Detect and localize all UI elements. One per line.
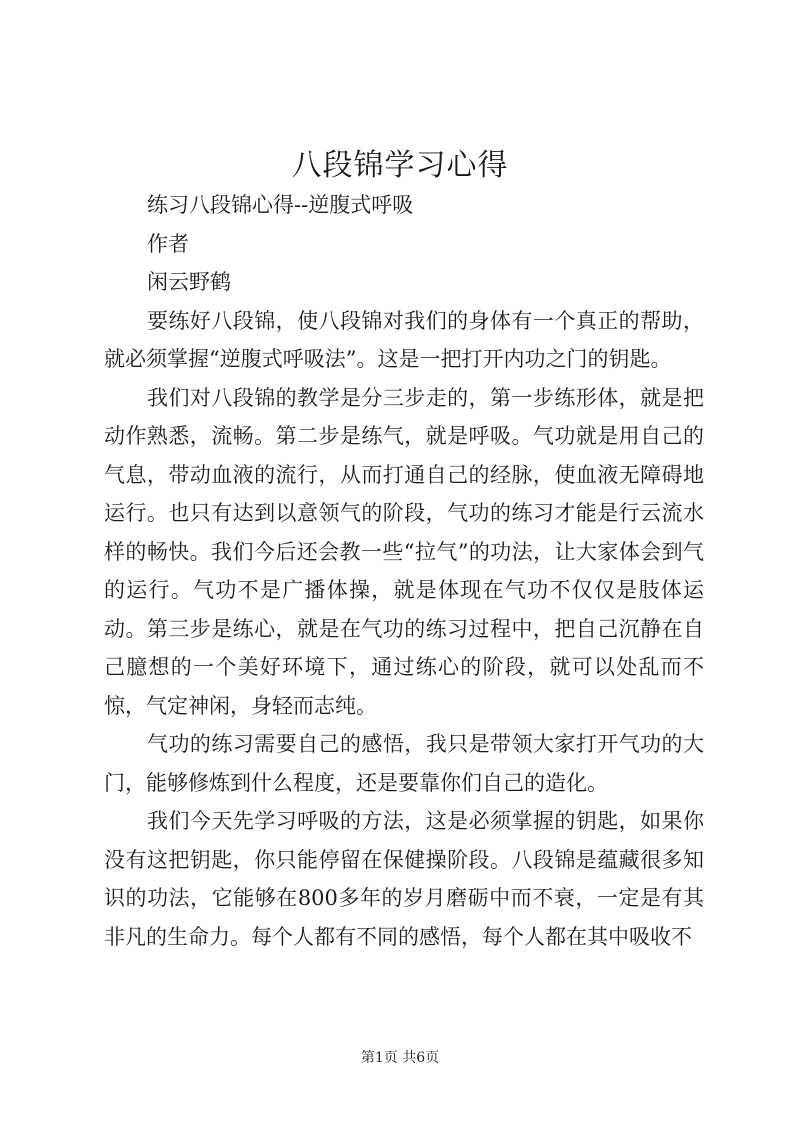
body-paragraph: 我们今天先学习呼吸的方法，这是必须掌握的钥匙，如果你没有这把钥匙，你只能停留在保健操阶段。八段锦是蕴藏很多知识的功法，它能够在800多年的岁月磨砺中而不衰，一定是有其非凡的生命力。每个人都有不同的感悟，每个人都在其中吸收不 [104,809,704,949]
body-paragraph: 气功的练习需要自己的感悟，我只是带领大家打开气功的大门，能够修炼到什么程度，还是要靠你们自己的造化。 [104,732,704,795]
body-paragraph: 要练好八段锦，使八段锦对我们的身体有一个真正的帮助，就必须掌握“逆腹式呼吸法”。这是一把打开内功之门的钥匙。 [104,308,704,371]
subtitle-paragraph: 练习八段锦心得--逆腹式呼吸 [147,193,414,217]
body-paragraph: 我们对八段锦的教学是分三步走的，第一步练形体，就是把动作熟悉，流畅。第二步是练气，就是呼吸。气功就是用自己的气息，带动血液的流行，从而打通自己的经脉，使血液无障碍地运行。也只有达到以意领气的阶段，气功的练习才能是行云流水样的畅快。我们今后还会教一些“拉气”的功法，让大家体会到气的运行。气功不是广播体操，就是体现在气功不仅仅是肢体运动。第三步是练心，就是在气功的练习过程中，把自己沉静在自己臆想的一个美好环境下，通过练心的阶段，就可以处乱而不惊，气定神闲，身轻而志纯。 [104,385,704,718]
document-title: 八段锦学习心得 [291,148,509,183]
page-footer: 第1页 共6页 [360,1050,440,1066]
document-body [104,186,704,956]
author-name: 闲云野鹤 [147,270,232,294]
author-label: 作者 [147,231,190,256]
